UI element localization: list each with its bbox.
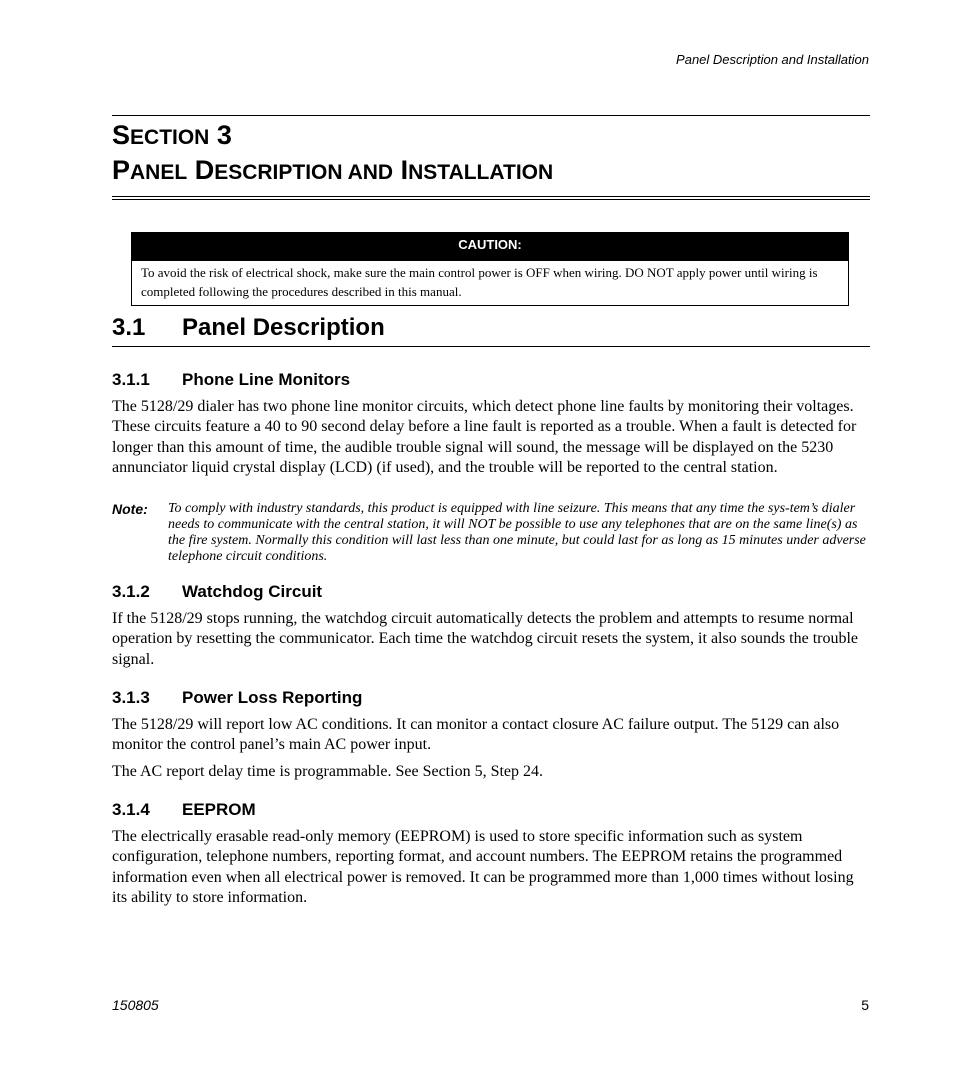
section-title-fragment: P [112, 155, 131, 185]
paragraph: The AC report delay time is programmable. See Section 5, Step 24. [112, 763, 544, 780]
subsection-title: Phone Line Monitors [182, 370, 351, 389]
paragraph: The 5128/29 dialer has two phone line monitor circuits, which detect phone line faults by monitoring their voltages. These circuits feature a 40 to 90 second delay before a line fault is reported as a trouble. When a fault is detected for longer than this amount of time, the audible trouble signal will sound, the message will be displayed on the 5230 annunciator liquid crystal display (LCD) (if used), and the trouble will be reported to the central station. [112, 398, 857, 477]
subsection-title: Watchdog Circuit [182, 582, 323, 601]
section-title [112, 122, 553, 184]
section-title-fragment: I [393, 155, 409, 185]
title-rule-bottom [112, 196, 870, 200]
section-title-text: Panel Description [182, 314, 385, 341]
section-3-1-heading [112, 314, 870, 347]
subsection-number: 3.1.4 [112, 800, 150, 819]
section-title-fragment: ANEL [130, 161, 188, 184]
section-title-line-1 [112, 122, 553, 149]
section-title-fragment: AND [342, 161, 394, 184]
note-label: Note: [112, 501, 148, 517]
subsection-number: 3.1.1 [112, 370, 150, 389]
subsection-number: 3.1.3 [112, 688, 150, 707]
section-title-fragment: ESCRIPTION [214, 161, 343, 184]
paragraph: If the 5128/29 stops running, the watchdog circuit automatically detects the problem and attempts to resume normal operation by resetting the communicator. Each time the watchdog circuit resets the system, it also sounds the trouble signal. [112, 610, 859, 668]
section-title-fragment: NSTALLATION [408, 161, 554, 184]
section-title-fragment: ECTION [130, 126, 210, 149]
section-title-fragment: S [112, 120, 131, 150]
footer-doc-number: 150805 [112, 997, 159, 1013]
caution-box [131, 232, 849, 306]
subsection-3-1-3-heading [112, 688, 362, 708]
footer-page-number: 5 [861, 997, 869, 1013]
subsection-3-1-1-heading [112, 370, 350, 390]
paragraph: The 5128/29 will report low AC conditions. It can monitor a contact closure AC failure output. The 5129 can also monitor the control panel’s main AC power input. [112, 716, 840, 754]
caution-body: To avoid the risk of electrical shock, make sure the main control power is OFF when wiring. DO NOT apply power until wiring is completed following the procedures described in this manual. [141, 265, 818, 299]
note-text: To comply with industry standards, this product is equipped with line seizure. This means that any time the sys-tem’s dialer needs to communicate with the central station, it will NOT be possible to use any telephones that are on the same line(s) as the fire system. Normally this condition will last less than one minute, but could last for as long as 15 minutes under adverse telephone circuit conditions. [168, 501, 866, 564]
subsection-3-1-2-heading [112, 582, 322, 602]
subsection-number: 3.1.2 [112, 582, 150, 601]
running-header: Panel Description and Installation [676, 52, 869, 67]
section-title-line-2 [112, 157, 553, 184]
paragraph: The electrically erasable read-only memory (EEPROM) is used to store specific information such as system configuration, telephone numbers, reporting format, and account numbers. The EEPROM retains the programmed information even when all electrical power is removed. It can be programmed more than 1,000 times without losing its ability to store information. [112, 828, 854, 907]
subsection-title: Power Loss Reporting [182, 688, 363, 707]
subsection-3-1-4-heading [112, 800, 256, 820]
subsection-title: EEPROM [182, 800, 256, 819]
title-rule-top [112, 115, 870, 116]
section-title-fragment: D [187, 155, 215, 185]
section-title-fragment: 3 [209, 120, 232, 150]
caution-heading: CAUTION: [132, 233, 848, 261]
section-number: 3.1 [112, 314, 146, 341]
